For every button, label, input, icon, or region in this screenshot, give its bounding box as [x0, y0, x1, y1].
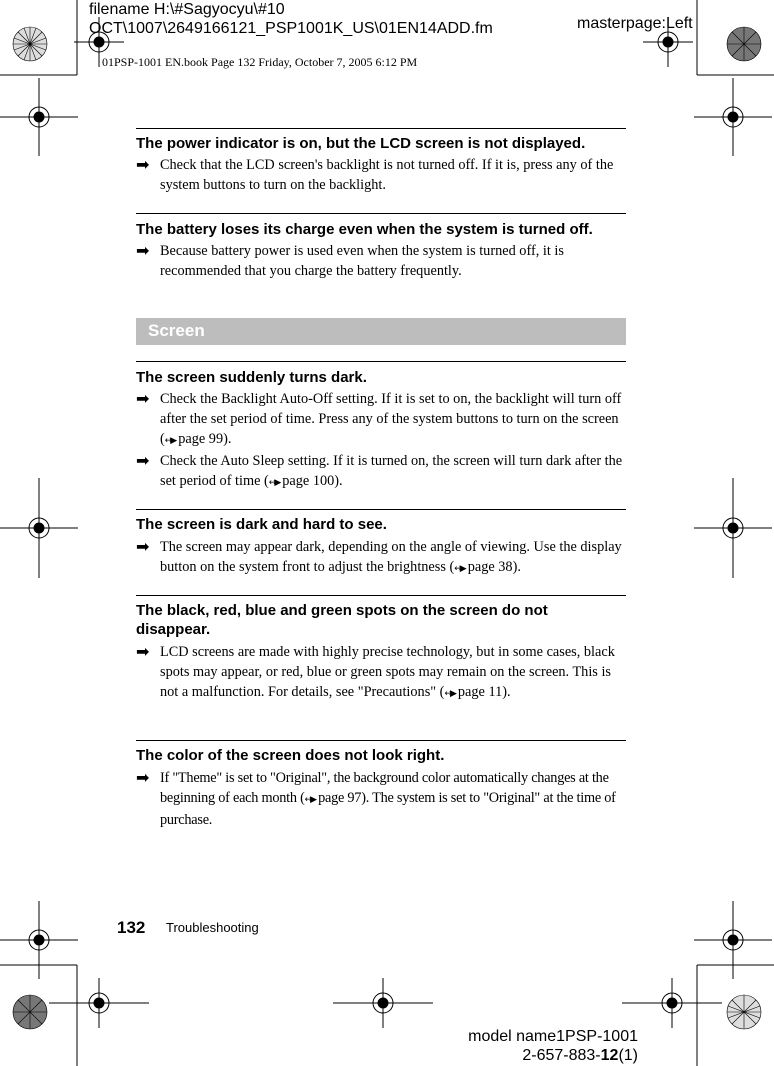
arrow-right-icon: ➡ [136, 389, 150, 408]
answer-text: Check that the LCD screen's backlight is not turned off. If it is, press any of the system buttons to turn on the backlight. [160, 157, 614, 194]
answer [136, 642, 626, 705]
question-title: The screen is dark and hard to see. [136, 516, 387, 533]
arrow-right-icon: ➡ [136, 451, 150, 470]
arrow-right-icon: ➡ [136, 642, 150, 661]
divider [136, 361, 626, 362]
arrow-right-icon: ➡ [136, 241, 150, 260]
model-info [468, 1027, 638, 1065]
section-title: Screen [148, 321, 205, 340]
file-path [89, 0, 493, 38]
masterpage-label: masterpage:Left [577, 15, 693, 32]
page-ref-icon: ↔▶ [164, 436, 176, 447]
divider [136, 509, 626, 510]
page-ref: page 97 [318, 790, 362, 807]
file-path-line2: OCT\1007\2649166121_PSP1001K_US\01EN14ADD.fm [89, 20, 493, 37]
answer [136, 537, 626, 579]
answer [136, 155, 626, 195]
divider [136, 740, 626, 741]
file-path-line1: filename H:\#Sagyocyu\#10 [89, 1, 285, 18]
arrow-right-icon: ➡ [136, 155, 150, 174]
page-ref: page 99 [178, 431, 224, 448]
model-name: model name1PSP-1001 [468, 1028, 638, 1045]
answer-text: The screen may appear dark, depending on the angle of viewing. Use the display button on the system front to adjust the brightness (↔▶ page 38). [160, 537, 626, 579]
arrow-right-icon: ➡ [136, 768, 150, 787]
question-title: The battery loses its charge even when the system is turned off. [136, 221, 593, 238]
page-number: 132 [117, 918, 146, 937]
divider [136, 595, 626, 596]
answer-text: LCD screens are made with highly precise technology, but in some cases, black spots may appear, or red, blue or green spots may remain on the screen. This is not a malfunction. For details, see "Precautions" (↔▶ page 11). [160, 642, 626, 705]
answer-text: Check the Auto Sleep setting. If it is turned on, the screen will turn dark after the set period of time (↔▶ page 100). [160, 451, 626, 493]
question-title: The black, red, blue and green spots on the screen do not disappear. [136, 602, 548, 638]
answer [136, 241, 626, 281]
question-title: The color of the screen does not look right. [136, 747, 445, 764]
book-info: 01PSP-1001 EN.book Page 132 Friday, October 7, 2005 6:12 PM [102, 55, 418, 69]
question-title: The screen suddenly turns dark. [136, 369, 367, 386]
footer-section-name: Troubleshooting [166, 920, 259, 935]
page-ref: page 38 [467, 559, 513, 576]
divider [136, 128, 626, 129]
question-title: The power indicator is on, but the LCD screen is not displayed. [136, 135, 586, 152]
model-code: 2-657-883-12(1) [522, 1047, 638, 1064]
page-ref: page 11 [457, 684, 503, 701]
answer [136, 768, 626, 831]
section-header [136, 318, 626, 345]
divider [136, 213, 626, 214]
page-ref-icon: ↔▶ [444, 689, 455, 700]
page-ref: page 100 [282, 473, 335, 490]
page-ref-icon: ↔▶ [304, 795, 316, 806]
arrow-right-icon: ➡ [136, 537, 150, 556]
answer-text: Because battery power is used even when the system is turned off, it is recommended that you charge the battery frequently. [160, 243, 564, 280]
answer-text: If "Theme" is set to "Original", the background color automatically changes at the beginning of each month (↔▶ page 97). The system is set to "Original" at the time of purchase. [160, 770, 616, 829]
answer-text: Check the Backlight Auto-Off setting. If it is set to on, the backlight will turn off after the set period of time. Press any of the system buttons to turn on the screen (↔▶ page 99). [160, 389, 626, 452]
answer [136, 389, 626, 452]
page-ref-icon: ↔▶ [268, 478, 280, 489]
answer [136, 451, 626, 493]
page-ref-icon: ↔▶ [454, 564, 465, 575]
